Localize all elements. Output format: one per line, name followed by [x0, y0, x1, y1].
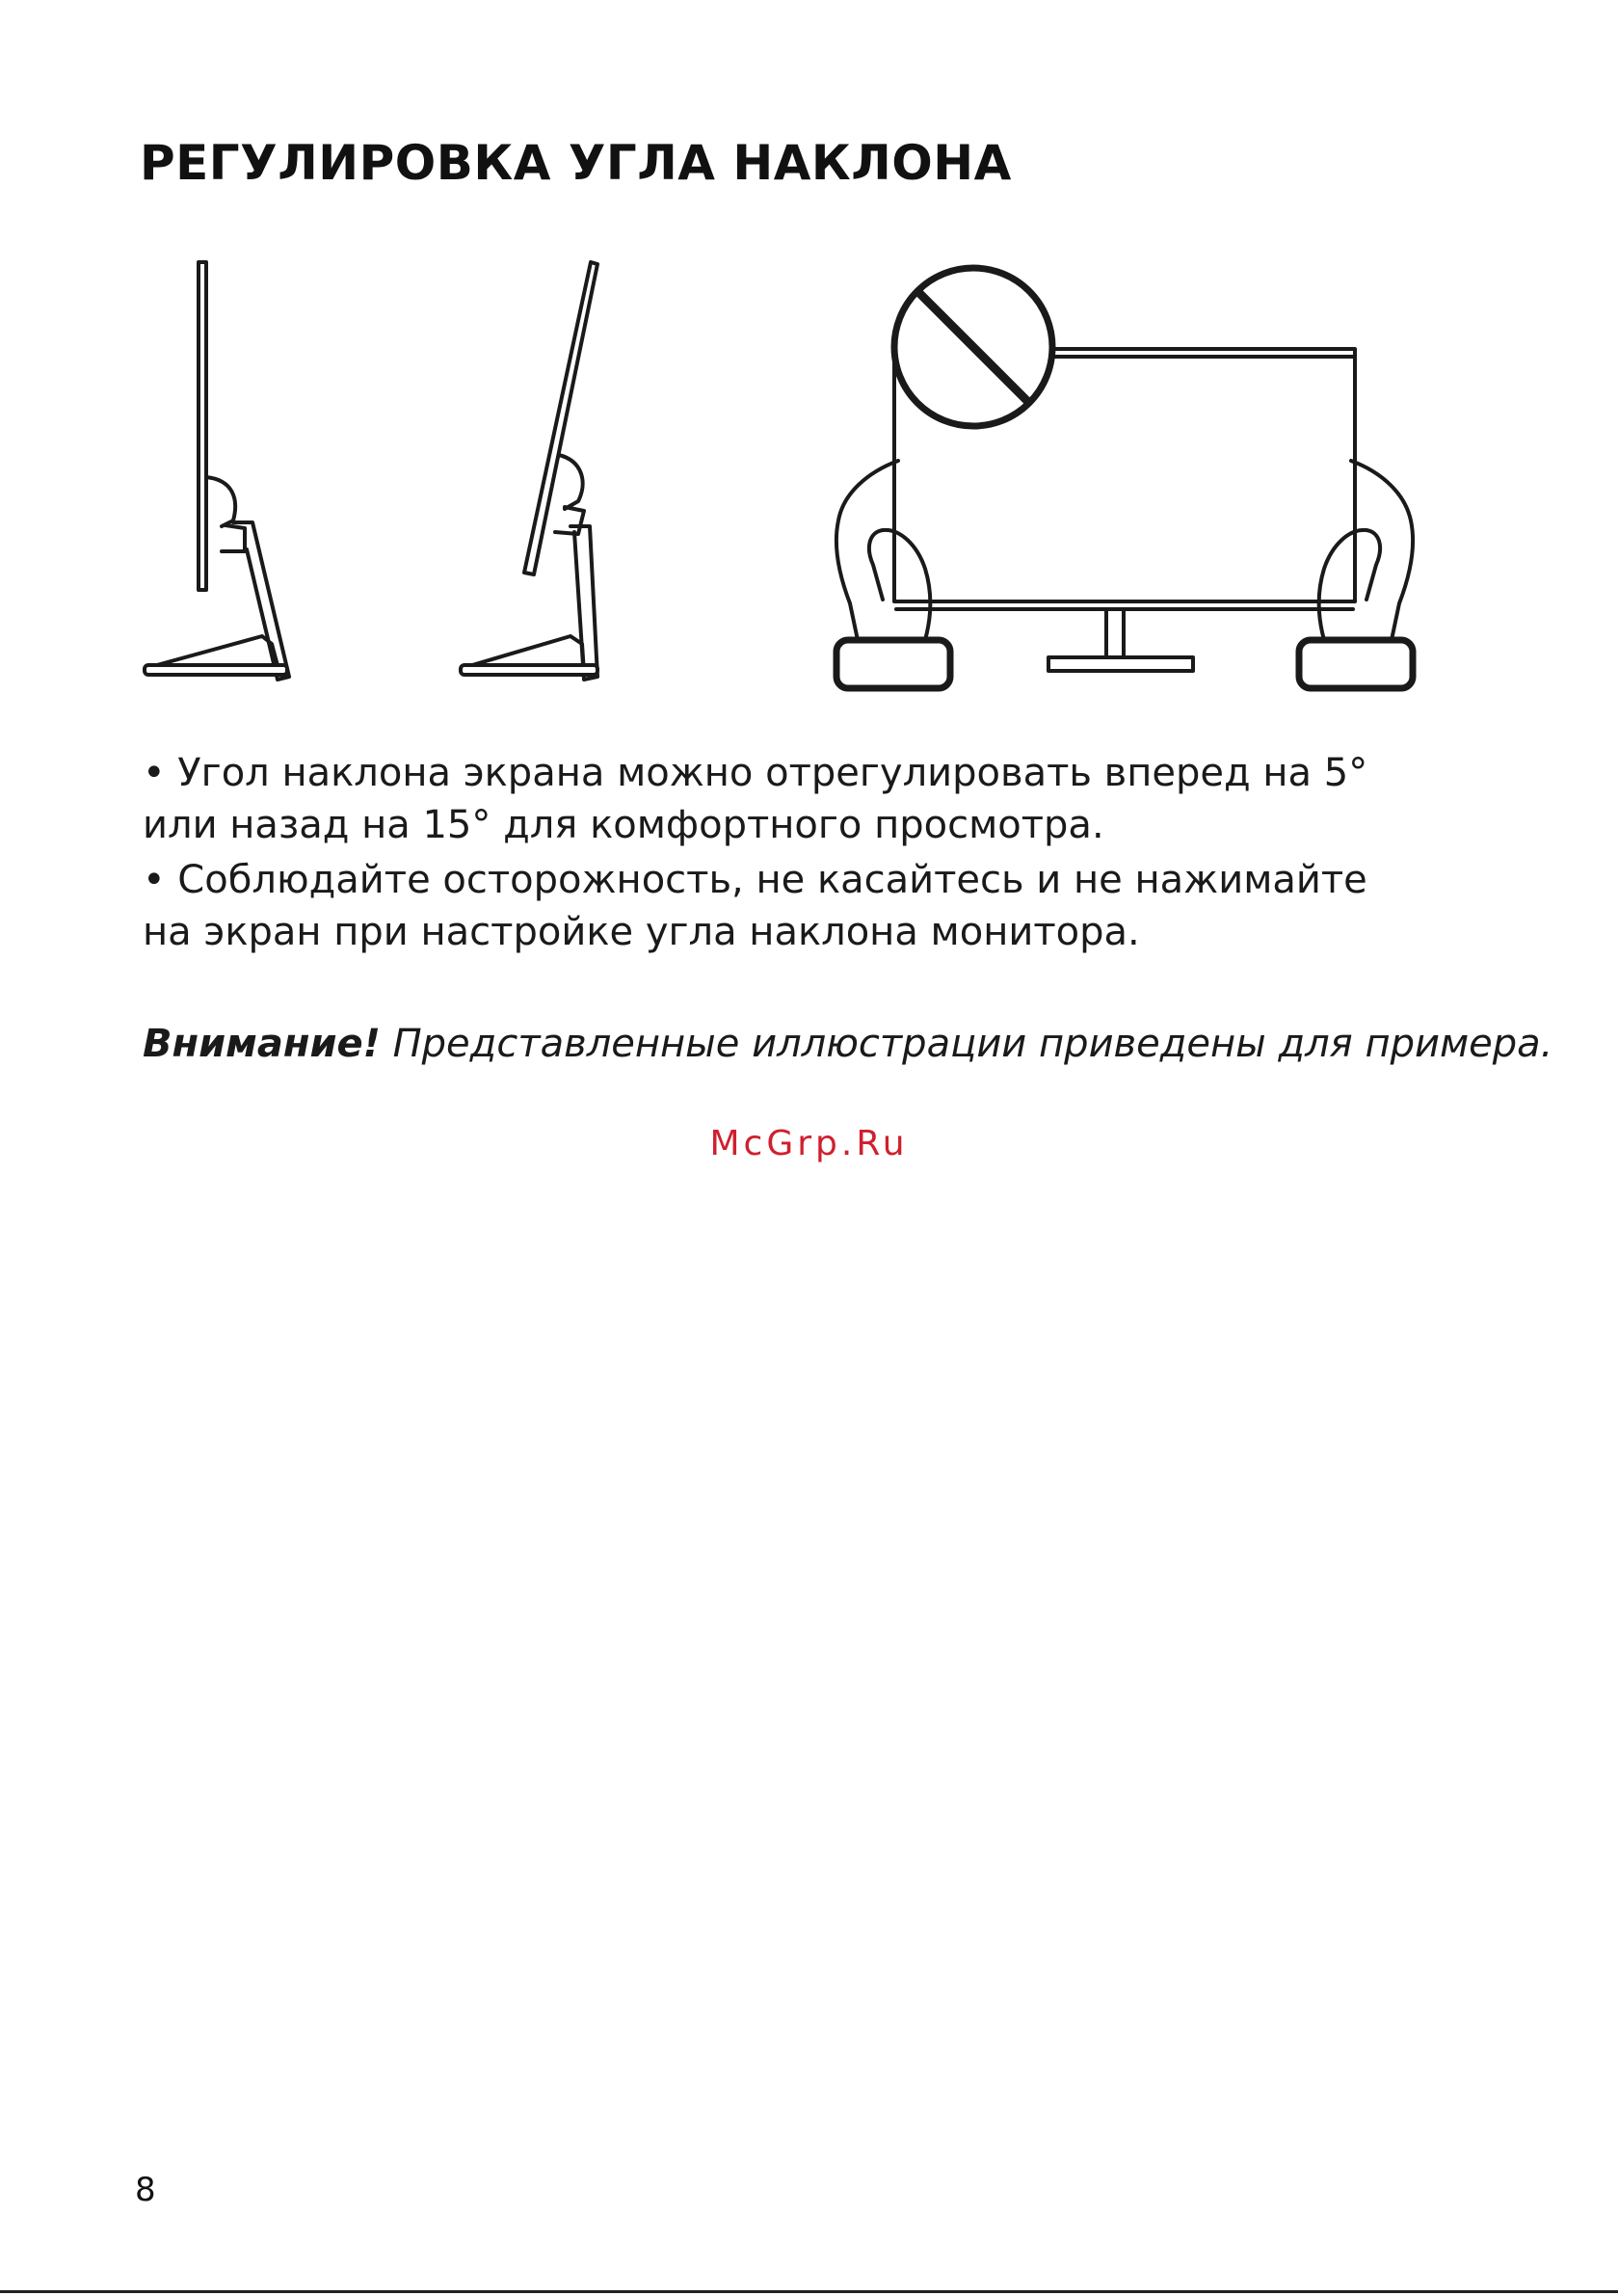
instruction-line: • Соблюдайте осторожность, не касайтесь и не нажимайте — [143, 858, 1367, 902]
page-title: РЕГУЛИРОВКА УГЛА НАКЛОНА — [140, 135, 1012, 191]
instruction-line: на экран при настройке угла наклона монитора. — [143, 910, 1140, 954]
monitor-upright-side-icon — [145, 262, 289, 680]
tilt-illustrations — [125, 241, 1436, 704]
instruction-line: или назад на 15° для комфортного просмотра. — [143, 803, 1104, 847]
page-number: 8 — [135, 2171, 156, 2209]
instruction-line: • Угол наклона экрана можно отрегулировать вперед на 5° — [143, 751, 1368, 795]
monitor-tilted-side-icon — [461, 262, 597, 680]
watermark: McGrp.Ru — [709, 1124, 909, 1163]
prohibited-sign-icon — [894, 268, 1052, 426]
instructions-list — [143, 747, 1492, 961]
attention-note — [143, 1022, 1552, 1066]
instruction-item-caution — [143, 854, 1492, 958]
bottom-divider — [0, 2290, 1618, 2293]
instruction-item-tilt-range — [143, 747, 1492, 851]
attention-label: Внимание! — [143, 1022, 381, 1066]
attention-text: Представленные иллюстрации приведены для примера. — [380, 1022, 1553, 1066]
